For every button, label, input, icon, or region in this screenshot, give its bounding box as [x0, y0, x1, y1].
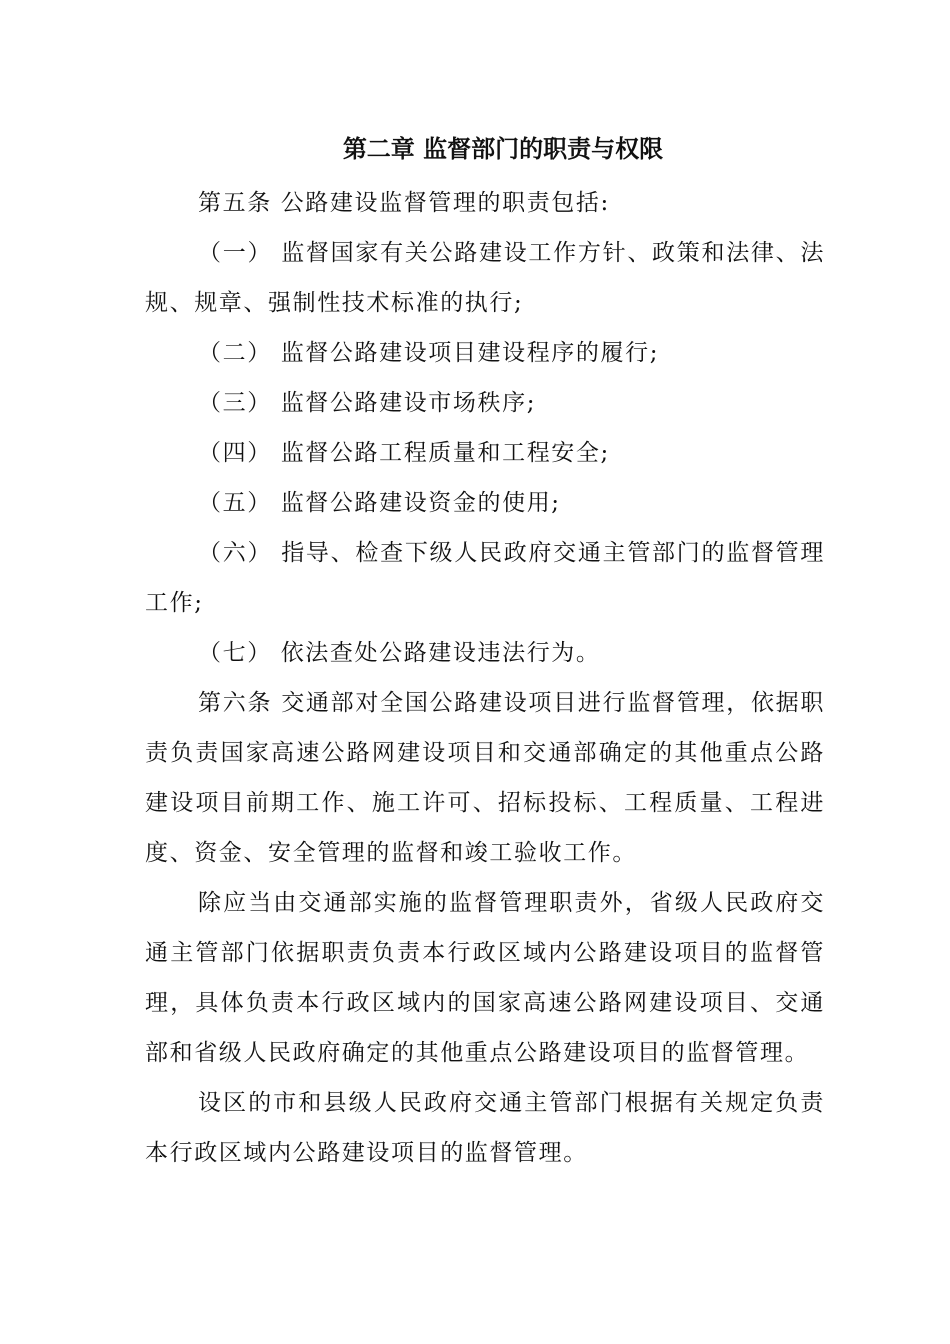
article-6-paragraph-1: 第六条 交通部对全国公路建设项目进行监督管理，依据职责负责国家高速公路网建设项目和交通部确定的其他重点公路建设项目前期工作、施工许可、招标投标、工程质量、工程进度、资金、安全管理的监督和竣工验收工作。: [145, 690, 825, 866]
article-5-item-6: （六） 指导、检查下级人民政府交通主管部门的监督管理工作;: [145, 540, 825, 616]
document-page: [145, 128, 825, 1178]
article-5-item-2: （二） 监督公路建设项目建设程序的履行;: [198, 340, 660, 366]
article-5-item-3: （三） 监督公路建设市场秩序;: [198, 390, 537, 416]
article-6-paragraph-3: 设区的市和县级人民政府交通主管部门根据有关规定负责本行政区域内公路建设项目的监督管理。: [145, 1090, 825, 1166]
article-5-item-7: （七） 依法查处公路建设违法行为。: [198, 640, 601, 666]
article-6-paragraph-2: 除应当由交通部实施的监督管理职责外，省级人民政府交通主管部门依据职责负责本行政区域内公路建设项目的监督管理，具体负责本行政区域内的国家高速公路网建设项目、交通部和省级人民政府确定的其他重点公路建设项目的监督管理。: [145, 890, 825, 1066]
article-5-item-4: （四） 监督公路工程质量和工程安全;: [198, 440, 610, 466]
chapter-title: 第二章 监督部门的职责与权限: [342, 134, 664, 163]
article-5-item-5: （五） 监督公路建设资金的使用;: [198, 490, 561, 516]
article-5-item-1: （一） 监督国家有关公路建设工作方针、政策和法律、法规、规章、强制性技术标准的执行;: [145, 240, 825, 316]
article-5-intro: 第五条 公路建设监督管理的职责包括:: [198, 190, 610, 216]
